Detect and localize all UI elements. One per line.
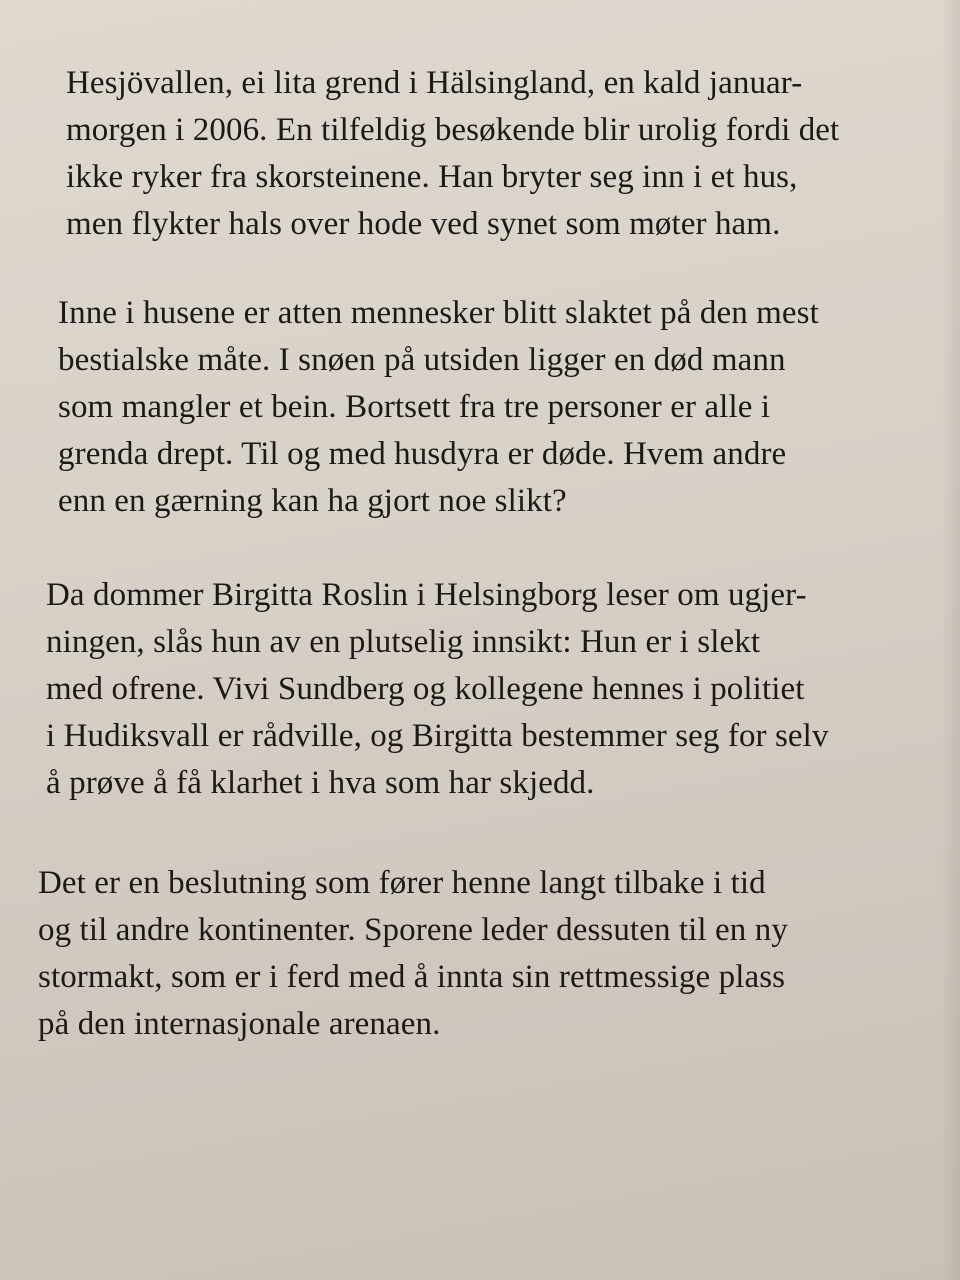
text-line: grenda drept. Til og med husdyra er døde. Hvem andre [58,436,787,472]
text-line: som mangler et bein. Bortsett fra tre personer er alle i [58,389,771,425]
text-line: i Hudiksvall er rådville, og Birgitta bestemmer seg for selv [46,718,829,754]
text-line: morgen i 2006. En tilfeldig besøkende blir urolig fordi det [66,112,840,148]
text-line: å prøve å få klarhet i hva som har skjedd. [46,765,595,801]
text-line: Det er en beslutning som fører henne langt tilbake i tid [38,865,766,901]
text-line: bestialske måte. I snøen på utsiden ligger en død mann [58,342,786,378]
text-line: stormakt, som er i ferd med å innta sin rettmessige plass [38,959,786,995]
page-edge-shadow [942,0,960,1280]
text-line: ningen, slås hun av en plutselig innsikt: Hun er i slekt [46,624,761,660]
text-line: men flykter hals over hode ved synet som møter ham. [66,206,781,242]
text-line: på den internasjonale arenaen. [38,1006,441,1042]
paragraph-2 [58,290,819,525]
text-line: enn en gærning kan ha gjort noe slikt? [58,483,567,519]
text-line: ikke ryker fra skorsteinene. Han bryter seg inn i et hus, [66,159,798,195]
paragraph-4 [38,860,788,1048]
text-line: med ofrene. Vivi Sundberg og kollegene hennes i politiet [46,671,805,707]
paragraph-3 [46,572,829,807]
text-line: Hesjövallen, ei lita grend i Hälsingland, en kald januar- [66,65,803,101]
paragraph-1 [66,60,839,248]
text-line: Inne i husene er atten mennesker blitt slaktet på den mest [58,295,819,331]
text-line: og til andre kontinenter. Sporene leder dessuten til en ny [38,912,788,948]
text-line: Da dommer Birgitta Roslin i Helsingborg leser om ugjer- [46,577,807,613]
